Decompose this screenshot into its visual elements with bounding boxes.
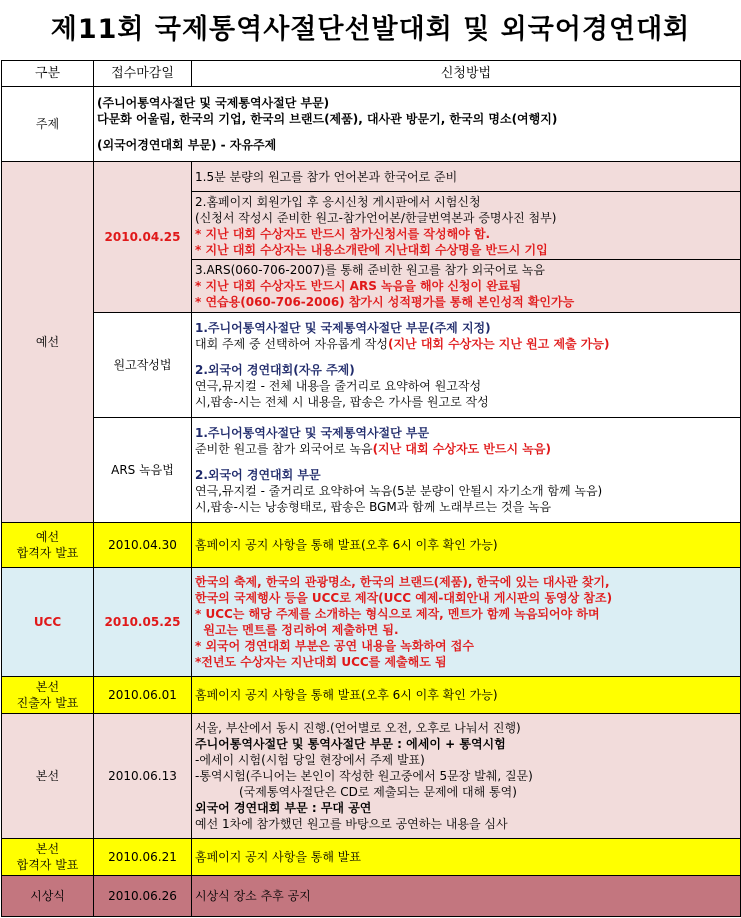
ars-junior-text: 준비한 원고를 참가 외국어로 녹음	[195, 442, 373, 456]
prelim-label: 예선	[2, 162, 94, 523]
final-line: 서울, 부산에서 동시 진행.(언어별로 오전, 오후로 나눠서 진행)	[195, 721, 521, 735]
ars-foreign-line: 시,팝송-시는 낭송형태로, 팝송은 BGM과 함께 노래부르는 것을 녹음	[195, 500, 552, 514]
final-result-label-1: 본선	[35, 842, 60, 856]
header-deadline: 접수마감일	[94, 61, 192, 87]
writing-method-label: 원고작성법	[94, 313, 192, 418]
writing-method-content	[192, 313, 741, 418]
apply-note: * 지난 대회 수상자도 반드시 참가신청서를 작성해야 함.	[195, 226, 491, 241]
apply-line: 3.ARS(060-706-2007)를 통해 준비한 원고를 참가 외국어로 녹음	[195, 263, 545, 277]
final-result-label-2: 합격자 발표	[16, 858, 79, 872]
ucc-line: *전년도 수상자는 지난대회 UCC를 제출해도 됨	[195, 655, 447, 669]
ucc-line: 한국의 축제, 한국의 관광명소, 한국의 브랜드(제품), 한국에 있는 대사관 찾기,	[195, 575, 610, 589]
apply-note: * 연습용(060-706-2006) 참가시 성적평가를 통해 본인성적 확인가능	[195, 295, 575, 309]
header-method: 신청방법	[192, 61, 741, 87]
writing-foreign-heading: 2.외국어 경연대회(자유 주제)	[195, 363, 355, 377]
theme-line: (외국어경연대회 부문) - 자유주제	[97, 138, 277, 152]
prelim-apply-step-3	[192, 260, 741, 313]
ucc-label: UCC	[2, 568, 94, 677]
ucc-date: 2010.05.25	[94, 568, 192, 677]
finalist-label-2: 진출자 발표	[16, 696, 79, 710]
schedule-table	[1, 60, 741, 917]
writing-foreign-line: 연극,뮤지컬 - 전체 내용을 줄거리로 요약하여 원고작성	[195, 379, 482, 393]
ars-junior-note: (지난 대회 수상자도 반드시 녹음)	[372, 442, 551, 456]
apply-note: * 지난 대회 수상자도 반드시 ARS 녹음을 해야 신청이 완료됨	[195, 279, 522, 293]
ceremony-date: 2010.06.26	[94, 876, 192, 917]
writing-junior-heading: 1.주니어통역사절단 및 국제통역사절단 부문(주제 지정)	[195, 321, 491, 335]
theme-line: (주니어통역사절단 및 국제통역사절단 부문)	[97, 96, 330, 110]
prelim-result-date: 2010.04.30	[94, 523, 192, 568]
apply-note: * 지난 대회 수상자는 내용소개란에 지난대회 수상명을 반드시 기입	[195, 242, 548, 257]
page-title: 제11회 국제통역사절단선발대회 및 외국어경연대회	[50, 14, 691, 45]
final-content	[192, 714, 741, 839]
header-row	[2, 61, 741, 87]
prelim-deadline: 2010.04.25	[94, 162, 192, 313]
theme-label: 주제	[2, 87, 94, 162]
final-date: 2010.06.13	[94, 714, 192, 839]
apply-line: (신청서 작성시 준비한 원고-참가언어본/한글번역본과 증명사진 첨부)	[195, 210, 557, 225]
prelim-result-label-1: 예선	[35, 530, 60, 544]
final-foreign-heading: 외국어 경연대회 부문 : 무대 공연	[195, 801, 372, 815]
ucc-line: * 외국어 경연대회 부분은 공연 내용을 녹화하여 접수	[195, 639, 474, 653]
finalist-row	[2, 677, 741, 714]
final-line: -에세이 시험(시험 당일 현장에서 주제 발표)	[195, 753, 425, 767]
finalist-label-1: 본선	[35, 680, 60, 694]
ucc-row	[2, 568, 741, 677]
prelim-result-text: 홈페이지 공지 사항을 통해 발표(오후 6시 이후 확인 가능)	[192, 523, 741, 568]
final-result-row	[2, 839, 741, 876]
ceremony-label: 시상식	[2, 876, 94, 917]
writing-junior-note: (지난 대회 수상자는 지난 원고 제출 가능)	[387, 337, 610, 351]
final-row	[2, 714, 741, 839]
header-category: 구분	[2, 61, 94, 87]
ucc-line: * UCC는 해당 주제를 소개하는 형식으로 제작, 멘트가 함께 녹음되어야 하며	[195, 607, 600, 621]
final-result-date: 2010.06.21	[94, 839, 192, 876]
ars-foreign-heading: 2.외국어 경연대회 부문	[195, 468, 321, 482]
final-line: -통역시험(주니어는 본인이 작성한 원고중에서 5문장 발췌, 질문)	[195, 769, 533, 783]
prelim-apply-row-1	[2, 162, 741, 192]
ars-method-content	[192, 418, 741, 523]
final-label: 본선	[2, 714, 94, 839]
prelim-apply-step-2	[192, 192, 741, 260]
ars-method-label: ARS 녹음법	[94, 418, 192, 523]
apply-line: 2.홈페이지 회원가입 후 응시신청 게시판에서 시험신청	[195, 194, 481, 209]
ars-junior-heading: 1.주니어통역사절단 및 국제통역사절단 부문	[195, 426, 430, 440]
writing-foreign-line: 시,팝송-시는 전체 시 내용을, 팝송은 가사를 원고로 작성	[195, 395, 489, 409]
writing-junior-text: 대회 주제 중 선택하여 자유롭게 작성	[195, 337, 388, 351]
prelim-writing-row	[2, 313, 741, 418]
final-result-text: 홈페이지 공지 사항을 통해 발표	[192, 839, 741, 876]
finalist-date: 2010.06.01	[94, 677, 192, 714]
finalist-label	[2, 677, 94, 714]
prelim-result-label-2: 합격자 발표	[16, 546, 79, 560]
ars-foreign-line: 연극,뮤지컬 - 줄거리로 요약하여 녹음(5분 분량이 안될시 자기소개 함께 녹음)	[195, 484, 603, 498]
ucc-line: 원고는 멘트를 정리하여 제출하면 됨.	[195, 623, 399, 637]
ucc-line: 한국의 국제행사 등을 UCC로 제작(UCC 예제-대회안내 게시판의 동영상 참조)	[195, 591, 613, 605]
theme-line: 다문화 어울림, 한국의 기업, 한국의 브랜드(제품), 대사관 방문기, 한국의 명소(여행지)	[97, 112, 558, 126]
theme-row	[2, 87, 741, 162]
finalist-text: 홈페이지 공지 사항을 통해 발표(오후 6시 이후 확인 가능)	[192, 677, 741, 714]
ucc-content	[192, 568, 741, 677]
ceremony-text: 시상식 장소 추후 공지	[192, 876, 741, 917]
prelim-ars-row	[2, 418, 741, 523]
final-junior-heading: 주니어통역사절단 및 통역사절단 부문 : 에세이 + 통역시험	[195, 737, 506, 751]
prelim-apply-step-1: 1.5분 분량의 원고를 참가 언어본과 한국어로 준비	[192, 162, 741, 192]
ceremony-row	[2, 876, 741, 917]
final-result-label	[2, 839, 94, 876]
prelim-result-label	[2, 523, 94, 568]
final-line: 예선 1차에 참가했던 원고를 바탕으로 공연하는 내용을 심사	[195, 817, 508, 831]
final-line: (국제통역사절단은 CD로 제출되는 문제에 대해 통역)	[239, 785, 517, 799]
prelim-result-row	[2, 523, 741, 568]
theme-content	[94, 87, 741, 162]
